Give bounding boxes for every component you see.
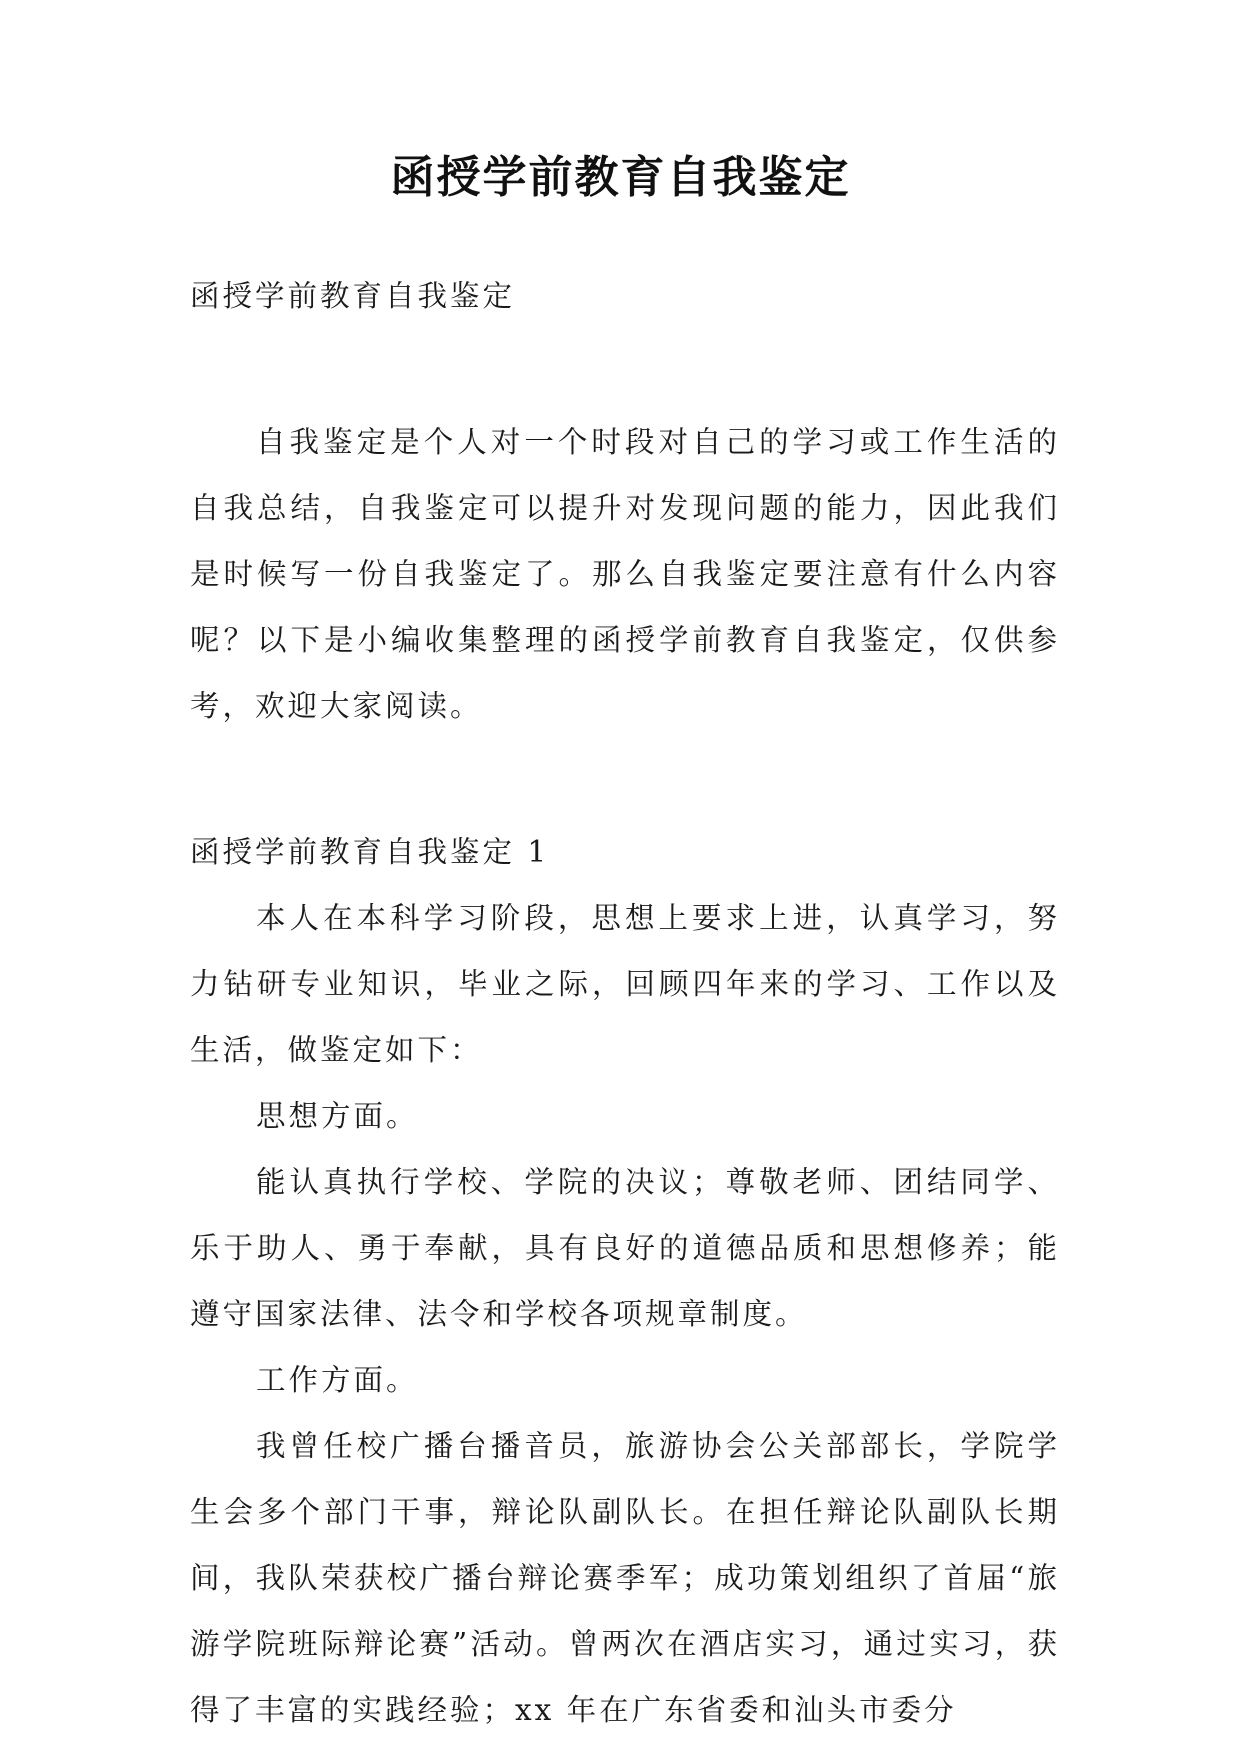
body-paragraph: 本人在本科学习阶段，思想上要求上进，认真学习，努力钻研专业知识，毕业之际，回顾四年来的学习、工作以及生活，做鉴定如下：: [190, 901, 1060, 1067]
body-paragraph: 能认真执行学校、学院的决议；尊敬老师、团结同学、乐于助人、勇于奉献，具有良好的道德品质和思想修养；能遵守国家法律、法令和学校各项规章制度。: [190, 1165, 1060, 1331]
document-subtitle: 函授学前教育自我鉴定: [190, 279, 516, 313]
body-paragraph: 我曾任校广播台播音员，旅游协会公关部部长，学院学生会多个部门干事，辩论队副队长。在担任辩论队副队长期间，我队荣获校广播台辩论赛季军；成功策划组织了首届“旅游学院班际辩论赛”活动。曾两次在酒店实习，通过实习，获得了丰富的实践经验；xx 年在广东省委和汕头市委分: [190, 1429, 1060, 1727]
subheading-work: 工作方面。: [256, 1363, 419, 1397]
spacer: [190, 739, 1060, 819]
intro-paragraph: 自我鉴定是个人对一个时段对自己的学习或工作生活的自我总结，自我鉴定可以提升对发现问题的能力，因此我们是时候写一份自我鉴定了。那么自我鉴定要注意有什么内容呢？以下是小编收集整理的函授学前教育自我鉴定，仅供参考，欢迎大家阅读。: [190, 425, 1060, 723]
subheading-thought: 思想方面。: [256, 1099, 419, 1133]
document-body: [190, 263, 1060, 1743]
section-heading: 函授学前教育自我鉴定 1: [190, 835, 550, 869]
document-title: 函授学前教育自我鉴定: [390, 152, 851, 203]
spacer: [190, 329, 1060, 409]
